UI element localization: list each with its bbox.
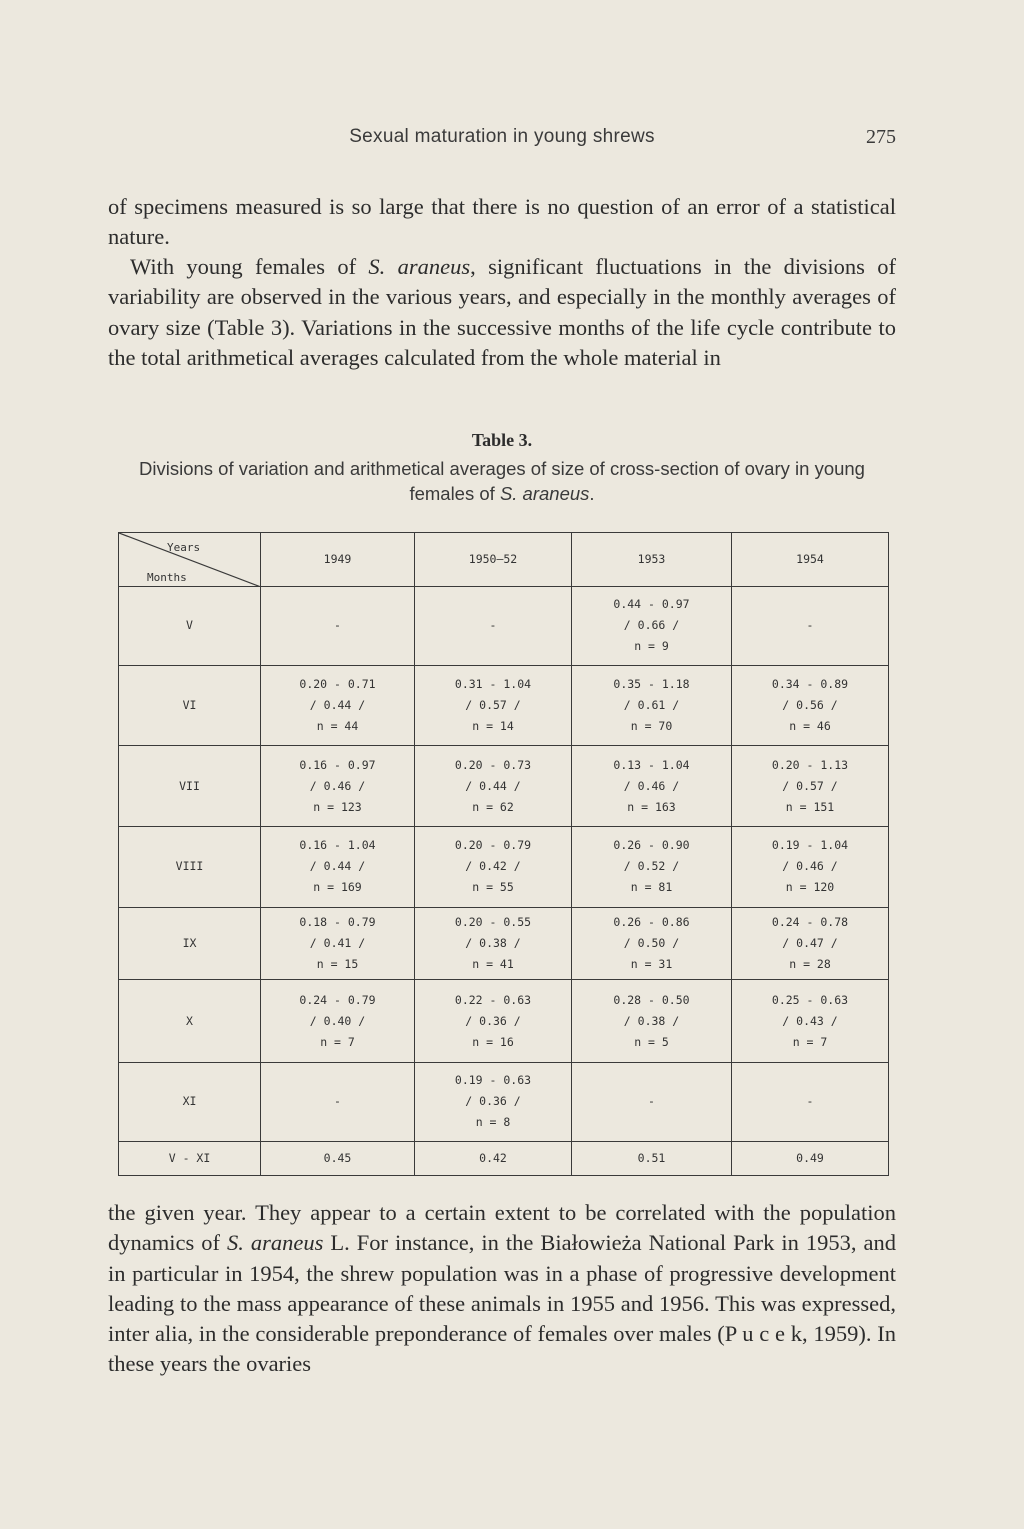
- species-name-2: S. araneus: [227, 1230, 324, 1256]
- cell-value: n = 81: [630, 880, 673, 895]
- paragraph-3-part3: , 1959). In these years the ovaries: [108, 1321, 896, 1377]
- table-cell: [261, 1141, 415, 1175]
- table-cell: [732, 746, 889, 827]
- cell-value: n = 44: [316, 718, 359, 733]
- cell-value: / 0.56 /: [782, 697, 838, 712]
- table-body: [119, 587, 889, 1176]
- table-cell: [261, 907, 415, 980]
- table-cell: [732, 907, 889, 980]
- table-cell: [572, 587, 732, 666]
- table-cell: [261, 1062, 415, 1141]
- cell-value: 0.20 - 1.13: [771, 757, 849, 772]
- corner-months-label: Months: [147, 571, 187, 584]
- table-row: [119, 665, 889, 746]
- cell-value: 0.26 - 0.86: [613, 914, 690, 929]
- cell-value: 0.24 - 0.78: [771, 914, 849, 929]
- cell-value: -: [489, 618, 497, 633]
- cell-value: 0.31 - 1.04: [454, 676, 532, 691]
- row-header-month: IX: [119, 907, 261, 980]
- cell-value: n = 120: [785, 880, 835, 895]
- cell-value: / 0.41 /: [309, 935, 366, 950]
- cell-value: / 0.44 /: [309, 859, 366, 874]
- corner-cell: [119, 533, 261, 587]
- row-header-month: VII: [119, 746, 261, 827]
- column-header-1950-52: 1950–52: [415, 533, 572, 587]
- cell-value: n = 14: [472, 718, 514, 733]
- cell-value: / 0.66 /: [623, 618, 680, 633]
- page-number: 275: [866, 126, 896, 148]
- row-header-month: X: [119, 980, 261, 1063]
- table-cell: [572, 1062, 732, 1141]
- cell-value: -: [648, 1094, 655, 1109]
- cell-value: -: [806, 618, 814, 633]
- table-cell: [261, 827, 415, 908]
- cell-value: 0.44 - 0.97: [613, 597, 690, 612]
- cell-value: 0.34 - 0.89: [771, 676, 849, 691]
- cell-value: / 0.44 /: [309, 697, 366, 712]
- species-name: S. araneus: [368, 254, 471, 279]
- cell-value: 0.24 - 0.79: [299, 992, 376, 1007]
- cell-value: / 0.44 /: [465, 778, 521, 793]
- page-header: [108, 122, 896, 152]
- cell-value: / 0.42 /: [465, 859, 521, 874]
- cell-value: 0.35 - 1.18: [613, 676, 690, 691]
- cell-value: n = 8: [475, 1115, 511, 1130]
- paragraph-variability: [108, 252, 896, 373]
- cell-value: 0.45: [323, 1150, 352, 1165]
- cell-value: n = 7: [320, 1034, 355, 1049]
- cell-value: 0.25 - 0.63: [771, 992, 849, 1007]
- table-cell: [732, 665, 889, 746]
- table-cell: [261, 665, 415, 746]
- table-cell: [572, 746, 732, 827]
- cell-value: 0.18 - 0.79: [299, 914, 376, 929]
- cell-value: 0.26 - 0.90: [613, 838, 690, 853]
- caption-text: Divisions of variation and arithmetical averages of size of cross-section of ovary in young females of: [139, 458, 865, 504]
- cell-value: n = 46: [789, 718, 831, 733]
- row-header-month: XI: [119, 1062, 261, 1141]
- paragraph-1-text: of specimens measured is so large that there is no question of an error of a statistical nature.: [108, 194, 896, 250]
- paragraph-2-part1: With young females of: [130, 254, 369, 279]
- cell-value: / 0.36 /: [465, 1094, 521, 1109]
- cell-value: n = 16: [472, 1034, 514, 1049]
- table-cell: [415, 746, 572, 827]
- table-row: [119, 746, 889, 827]
- table-caption: [108, 456, 896, 506]
- cell-value: / 0.52 /: [623, 859, 680, 874]
- cell-value: -: [334, 1094, 341, 1109]
- row-header-month: V: [119, 587, 261, 666]
- cell-value: n = 7: [792, 1034, 828, 1049]
- caption-species: S. araneus: [499, 483, 590, 504]
- caption-end: .: [589, 483, 595, 504]
- cell-value: 0.16 - 0.97: [299, 757, 376, 772]
- cell-value: -: [334, 618, 341, 633]
- cell-value: n = 9: [634, 639, 669, 654]
- cell-value: n = 28: [789, 956, 831, 971]
- cell-value: n = 70: [630, 718, 673, 733]
- table-cell: [732, 980, 889, 1063]
- table-row: [119, 980, 889, 1063]
- cell-value: / 0.46 /: [623, 778, 680, 793]
- cell-value: 0.22 - 0.63: [454, 992, 532, 1007]
- cell-value: / 0.57 /: [782, 778, 838, 793]
- table-cell: [415, 907, 572, 980]
- cell-value: 0.42: [479, 1150, 507, 1165]
- cell-value: n = 55: [472, 880, 514, 895]
- table-cell: [261, 587, 415, 666]
- table-cell: [732, 587, 889, 666]
- table-cell: [572, 907, 732, 980]
- cell-value: 0.19 - 1.04: [771, 838, 849, 853]
- cell-value: n = 163: [627, 799, 676, 814]
- cell-value: 0.16 - 1.04: [299, 838, 376, 853]
- table-cell: [415, 1062, 572, 1141]
- table-row: [119, 587, 889, 666]
- table-cell: [572, 1141, 732, 1175]
- row-header-month: VIII: [119, 827, 261, 908]
- cell-value: / 0.46 /: [782, 859, 838, 874]
- cell-value: / 0.38 /: [465, 935, 521, 950]
- running-title: Sexual maturation in young shrews: [349, 126, 655, 147]
- paragraph-3-part2: L. For instance, in the Białowieża National Park in 1953, and in particular in 1954, the shrew population was in a phase of progressive development leading to the mass appearance of these animals in 1955 and 1956. This was expressed, inter alia, in the considerable preponderance of females over males (: [108, 1230, 896, 1347]
- table-cell: [732, 1062, 889, 1141]
- cell-value: 0.28 - 0.50: [613, 992, 690, 1007]
- cell-value: 0.19 - 0.63: [454, 1073, 532, 1088]
- cell-value: 0.20 - 0.73: [454, 757, 532, 772]
- table-cell: [261, 746, 415, 827]
- cell-value: 0.20 - 0.71: [299, 676, 376, 691]
- author-name: P u c e k: [724, 1321, 802, 1347]
- cell-value: / 0.47 /: [782, 935, 838, 950]
- cell-value: 0.49: [796, 1150, 824, 1165]
- paragraph-2-part2: , significant fluctuations in the divisions of variability are observed in the various years, and especially in the monthly averages of ovary size (Table 3). Variations in the successive months of the life cycle contribute to the total arithmetical averages calculated from the whole material in: [108, 254, 896, 370]
- table-cell: [415, 587, 572, 666]
- ovary-size-table: [118, 532, 889, 1176]
- column-header-1949: 1949: [261, 533, 415, 587]
- table-cell: [415, 827, 572, 908]
- cell-value: / 0.57 /: [465, 697, 521, 712]
- paragraph-continuation: [108, 192, 896, 253]
- cell-value: / 0.38 /: [623, 1013, 680, 1028]
- column-header-1953: 1953: [572, 533, 732, 587]
- cell-value: / 0.61 /: [623, 697, 680, 712]
- cell-value: 0.20 - 0.55: [454, 914, 532, 929]
- cell-value: / 0.50 /: [623, 935, 680, 950]
- table-row: [119, 1141, 889, 1175]
- cell-value: / 0.36 /: [465, 1013, 521, 1028]
- cell-value: n = 169: [313, 880, 362, 895]
- table-cell: [572, 980, 732, 1063]
- cell-value: n = 123: [313, 799, 362, 814]
- cell-value: n = 15: [316, 956, 359, 971]
- cell-value: n = 62: [472, 799, 514, 814]
- table-cell: [261, 980, 415, 1063]
- paragraph-population-dynamics: [108, 1198, 896, 1380]
- row-header-month: VI: [119, 665, 261, 746]
- cell-value: / 0.46 /: [309, 778, 366, 793]
- column-header-1954: 1954: [732, 533, 889, 587]
- table-cell: [732, 1141, 889, 1175]
- cell-value: n = 5: [634, 1034, 669, 1049]
- table-row: [119, 907, 889, 980]
- cell-value: n = 41: [472, 956, 514, 971]
- table-row: [119, 1062, 889, 1141]
- table-label: Table 3.: [471, 430, 533, 450]
- table-cell: [732, 827, 889, 908]
- cell-value: 0.51: [637, 1150, 666, 1165]
- table-cell: [572, 665, 732, 746]
- table-cell: [415, 665, 572, 746]
- table-header-row: [119, 533, 889, 587]
- row-header-month: V - XI: [119, 1141, 261, 1175]
- cell-value: -: [806, 1094, 814, 1109]
- cell-value: n = 151: [785, 799, 835, 814]
- paragraph-3-part1: the given year. They appear to a certain extent to be correlated with the population dynamics of: [108, 1200, 896, 1256]
- cell-value: / 0.43 /: [782, 1013, 838, 1028]
- table-row: [119, 827, 889, 908]
- cell-value: n = 31: [630, 956, 673, 971]
- table-cell: [415, 980, 572, 1063]
- corner-years-label: Years: [167, 541, 201, 554]
- cell-value: 0.20 - 0.79: [454, 838, 532, 853]
- cell-value: / 0.40 /: [309, 1013, 366, 1028]
- cell-value: 0.13 - 1.04: [613, 757, 690, 772]
- table-cell: [572, 827, 732, 908]
- table-cell: [415, 1141, 572, 1175]
